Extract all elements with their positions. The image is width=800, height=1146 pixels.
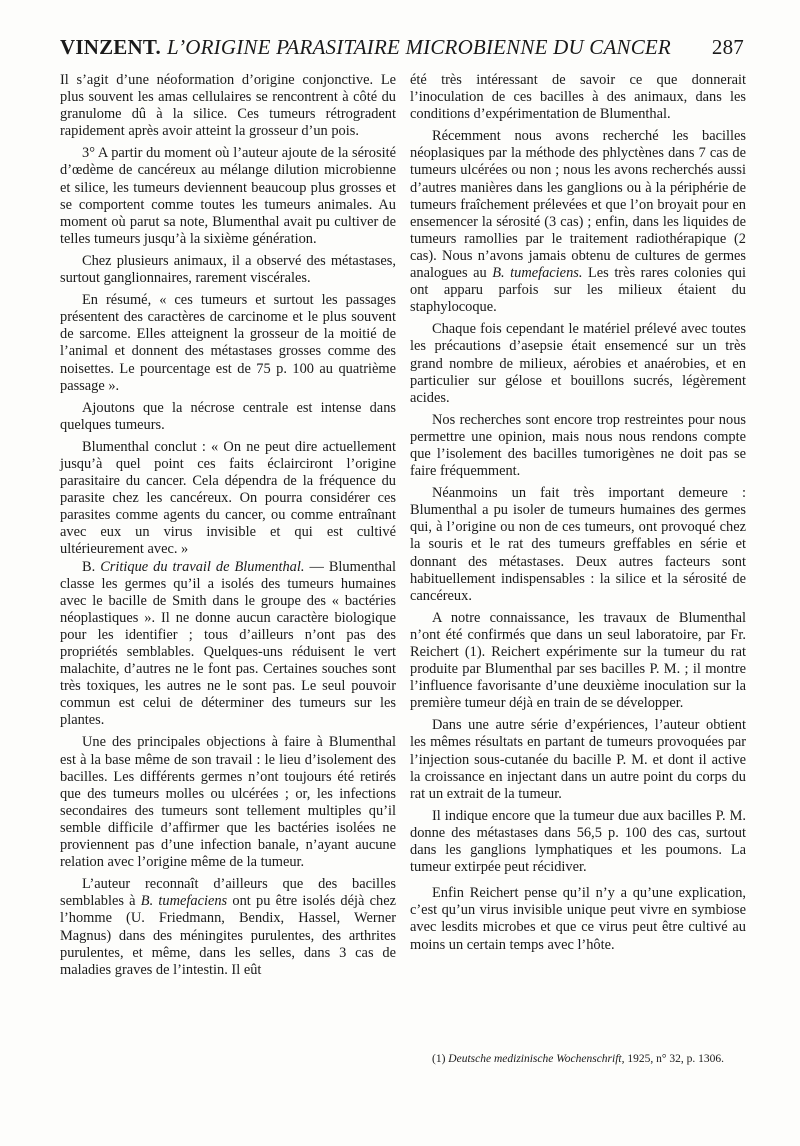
paragraph: En résumé, « ces tumeurs et surtout les passages présentent des caractères de carcinome et le plus souvent de sarcome. Elles atteignent la grosseur de la moitié de l’animal et donnent des métastases grosses comme des noisettes. Le pourcentage est de 75 p. 100 au quatrième passage ». xyxy=(60,292,396,394)
species-name: B. tumefaciens. xyxy=(492,265,583,282)
paragraph: été très intéressant de savoir ce que donnerait l’inoculation de ces bacilles à des animaux, dans les conditions d’expérimentation de Blumenthal. xyxy=(410,72,746,123)
header-title: L’ORIGINE PARASITAIRE MICROBIENNE DU CANCER xyxy=(166,35,671,59)
left-column xyxy=(60,72,396,979)
section-paragraph xyxy=(60,559,396,730)
paragraph: 3° A partir du moment où l’auteur ajoute de la sérosité d’œdème de cancéreux au mélange dilution microbienne et silice, les tumeurs deviennent beaucoup plus grosses et se comportent comme toutes les tumeurs animales. Au moment où parut sa note, Blumenthal avait pu cultiver de telles tumeurs jusqu’à la sixième génération. xyxy=(60,145,396,247)
footnote-marker: (1) xyxy=(432,1053,446,1065)
section-heading: Critique du travail de Blumenthal. xyxy=(100,558,305,575)
page-number: 287 xyxy=(711,35,744,59)
paragraph: Chaque fois cependant le matériel prélevé avec toutes les précautions d’asepsie était ensemencé sur un très grand nombre de milieux, aérobies et anaérobies, et en particulier sur gélose et bouillons sucrés, légèrement acides. xyxy=(410,321,746,406)
footnote xyxy=(432,1052,762,1066)
paragraph: Nos recherches sont encore trop restreintes pour nous permettre une opinion, mais nous nous rendons compte que l’isolement des bacilles tumorigènes ne doit pas se faire fréquemment. xyxy=(410,411,746,480)
running-header xyxy=(60,34,744,60)
footnote-details: 1925, n° 32, p. 1306. xyxy=(627,1053,724,1065)
paragraph: L’auteur reconnaît d’ailleurs que des bacilles semblables à B. tumefaciens ont pu être isolés déjà chez l’homme (U. Friedmann, Bendix, Hassel, Werner Magnus) dans des méningites purulentes, des arthrites purulentes, et même, dans les selles, dans 3 cas de maladies graves de l’intestin. Il eût xyxy=(60,876,396,978)
paragraph: Il indique encore que la tumeur due aux bacilles P. M. donne des métastases dans 56,5 p. 100 des cas, surtout dans les ganglions lymphatiques et les poumons. La tumeur extirpée peut récidiver. xyxy=(410,807,746,876)
paragraph: Chez plusieurs animaux, il a observé des métastases, surtout ganglionnaires, rarement viscérales. xyxy=(60,252,396,287)
species-name: B. tumefaciens xyxy=(140,893,228,910)
paragraph: Enfin Reichert pense qu’il n’y a qu’une explication, c’est qu’un virus invisible unique peut vivre en symbiose avec lesdits microbes et que ce virus peut être cultivé au moins un certain temps avec l’hôte. xyxy=(410,885,746,953)
paragraph: Néanmoins un fait très important demeure : Blumenthal a pu isoler de tumeurs humaines des germes qui, à l’origine ou non de ces tumeurs, ont provoqué chez la souris et le rat des tumeurs greffables en série et donnant des métastases. Deux autres facteurs sont habituellement indispensables : la silice et la sérosité de cancéreux. xyxy=(410,485,746,604)
section-text: — Blumenthal classe les germes qu’il a isolés des tumeurs humaines avec le bacille de Smith dans le groupe des « bactéries néoplastiques ». Il ne donne aucun caractère biologique pour les identifier ; tous d’ailleurs n’ont pas des propriétés semblables. Quelques-uns réduisent le vert malachite, d’autres ne le font pas. Certaines souches sont très toxiques, les autres ne le sont pas. Le seul pouvoir commun est celui de déterminer des tumeurs sur les plantes. xyxy=(60,558,396,729)
section-letter: B. xyxy=(82,558,96,575)
paragraph: Blumenthal conclut : « On ne peut dire actuellement jusqu’à quel point ces faits éclairciront l’origine parasitaire du cancer. Cela dépendra de la fréquence du parasite chez les cancéreux. On pourra considérer ces parasites comme agents du cancer, ou comme entraînant avec eux un virus invisible et qui est cultivé ultérieurement avec. » xyxy=(60,438,396,558)
paragraph: Récemment nous avons recherché les bacilles néoplasiques par la méthode des phlyctènes dans 7 cas de tumeurs ulcérées ou non ; nous les avons recherchés aussi d’autres manières dans les ganglions ou à la périphérie de tumeurs fraîchement prélevées et que l’on broyait pour en ensemencer la sérosité (3 cas) ; enfin, dans les liquides de tumeurs ramollies par le traitement radiothérapique (2 cas). Nous n’avons jamais obtenu de cultures de germes analogues au B. tumefaciens. Les très rares colonies qui ont apparu parfois sur les milieux étaient du staphylocoque. xyxy=(410,128,746,316)
paragraph: Dans une autre série d’expériences, l’auteur obtient les mêmes résultats en partant de tumeurs provoquées par l’injection sous-cutanée du bacille P. M. et dont il active la croissance en injectant dans un autre point du corps du rat un extrait de la tumeur. xyxy=(410,717,746,802)
header-author: VINZENT. xyxy=(60,35,161,59)
paragraph: A notre connaissance, les travaux de Blumenthal n’ont été confirmés que dans un seul laboratoire, par Fr. Reichert (1). Reichert expérimente sur la tumeur du rat produite par Blumenthal par ses bacilles P. M. ; il montre l’influence favorisante d’une deuxième inoculation sur la première tumeur déjà en train de se développer. xyxy=(410,609,746,712)
paragraph: Une des principales objections à faire à Blumenthal est à la base même de son travail : le lieu d’isolement des bacilles. Les différents germes n’ont toujours été retirés que des tumeurs molles ou ulcérées ; or, les infections secondaires des tumeurs sont tellement multiples qu’il semble difficile d’affirmer que les bactéries isolées ne proviennent pas d’une infection banale, n’ayant aucune relation avec l’origine même de la tumeur. xyxy=(60,734,396,871)
paragraph: Ajoutons que la nécrose centrale est intense dans quelques tumeurs. xyxy=(60,399,396,433)
right-column xyxy=(410,72,746,954)
footnote-source: Deutsche medizinische Wochenschrift, xyxy=(448,1053,625,1065)
paragraph: Il s’agit d’une néoformation d’origine conjonctive. Le plus souvent les amas cellulaires se rencontrent à côté du granulome dû à la silice. Ces tumeurs rétrogradent rapidement après avoir atteint la grosseur d’un pois. xyxy=(60,72,396,140)
